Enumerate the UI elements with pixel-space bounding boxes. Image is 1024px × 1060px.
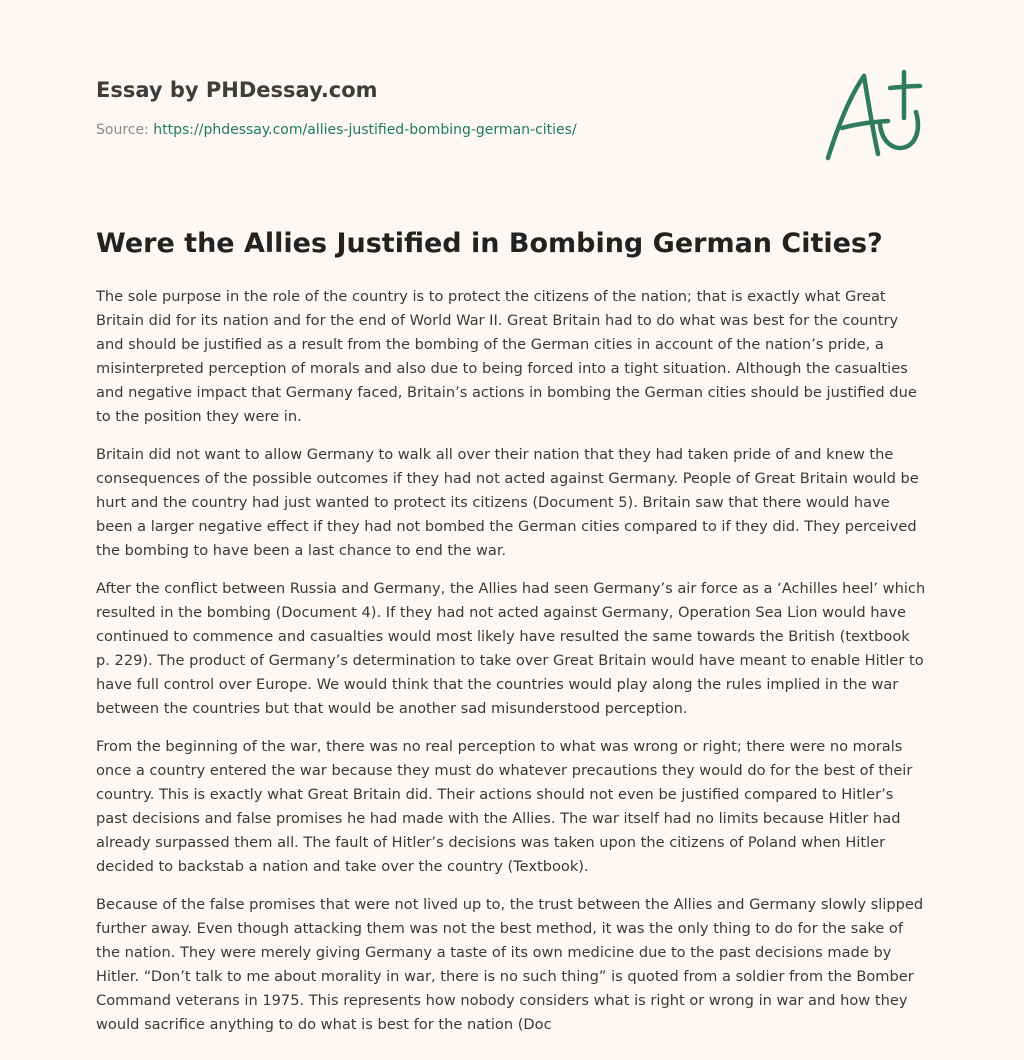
- paragraph: Because of the false promises that were not lived up to, the trust between the Allies and Germany slowly slipped further away. Even though attacking them was not the best method, it was the only thing to do for the sake of the nation. They were merely giving Germany a taste of its own medicine due to the past decisions made by Hitler. “Don’t talk to me about morality in war, there is no such thing” is quoted from a soldier from the Bomber Command veterans in 1975. This represents how nobody considers what is right or wrong in war and how they would sacrifice anything to do what is best for the nation (Doc: [96, 896, 924, 1033]
- paragraph: After the conflict between Russia and Germany, the Allies had seen Germany’s air force as a ‘Achilles heel’ which resulted in the bombing (Document 4). If they had not acted against Germany, Operation Sea Lion would have continued to commence and casualties would most likely have resulted the same towards the British (textbook p. 229). The product of Germany’s determination to take over Great Britain would have meant to enable Hitler to have full control over Europe. We would think that the countries would play along the rules implied in the war between the countries but that would be another sad misunderstood perception.: [96, 580, 926, 717]
- source-line: [96, 120, 796, 140]
- article-title: Were the Allies Justified in Bombing German Cities?: [96, 228, 883, 259]
- site-brand: Essay by PHDessay.com: [96, 78, 378, 102]
- page-header: [96, 74, 796, 140]
- source-label: Source:: [96, 122, 149, 138]
- article-body: [96, 285, 928, 1051]
- a-plus-logo-icon: [820, 66, 930, 166]
- source-link[interactable]: https://phdessay.com/allies-justified-bombing-german-cities/: [153, 122, 577, 138]
- paragraph: The sole purpose in the role of the country is to protect the citizens of the nation; that is exactly what Great Britain did for its nation and for the end of World War II. Great Britain had to do what was best for the country and should be justified as a result from the bombing of the German cities in account of the nation’s pride, a misinterpreted perception of morals and also due to being forced into a tight situation. Although the casualties and negative impact that Germany faced, Britain’s actions in bombing the German cities should be justified due to the position they were in.: [96, 288, 917, 425]
- paragraph: Britain did not want to allow Germany to walk all over their nation that they had taken pride of and knew the consequences of the possible outcomes if they had not acted against Germany. People of Great Britain would be hurt and the country had just wanted to protect its citizens (Document 5). Britain saw that there would have been a larger negative effect if they had not bombed the German cities compared to if they did. They perceived the bombing to have been a last chance to end the war.: [96, 446, 919, 559]
- paragraph: From the beginning of the war, there was no real perception to what was wrong or right; there were no morals once a country entered the war because they must do whatever precautions they would do for the best of their country. This is exactly what Great Britain did. Their actions should not even be justified compared to Hitler’s past decisions and false promises he had made with the Allies. The war itself had no limits because Hitler had already surpassed them all. The fault of Hitler’s decisions was taken upon the citizens of Poland when Hitler decided to backstab a nation and take over the country (Textbook).: [96, 738, 913, 875]
